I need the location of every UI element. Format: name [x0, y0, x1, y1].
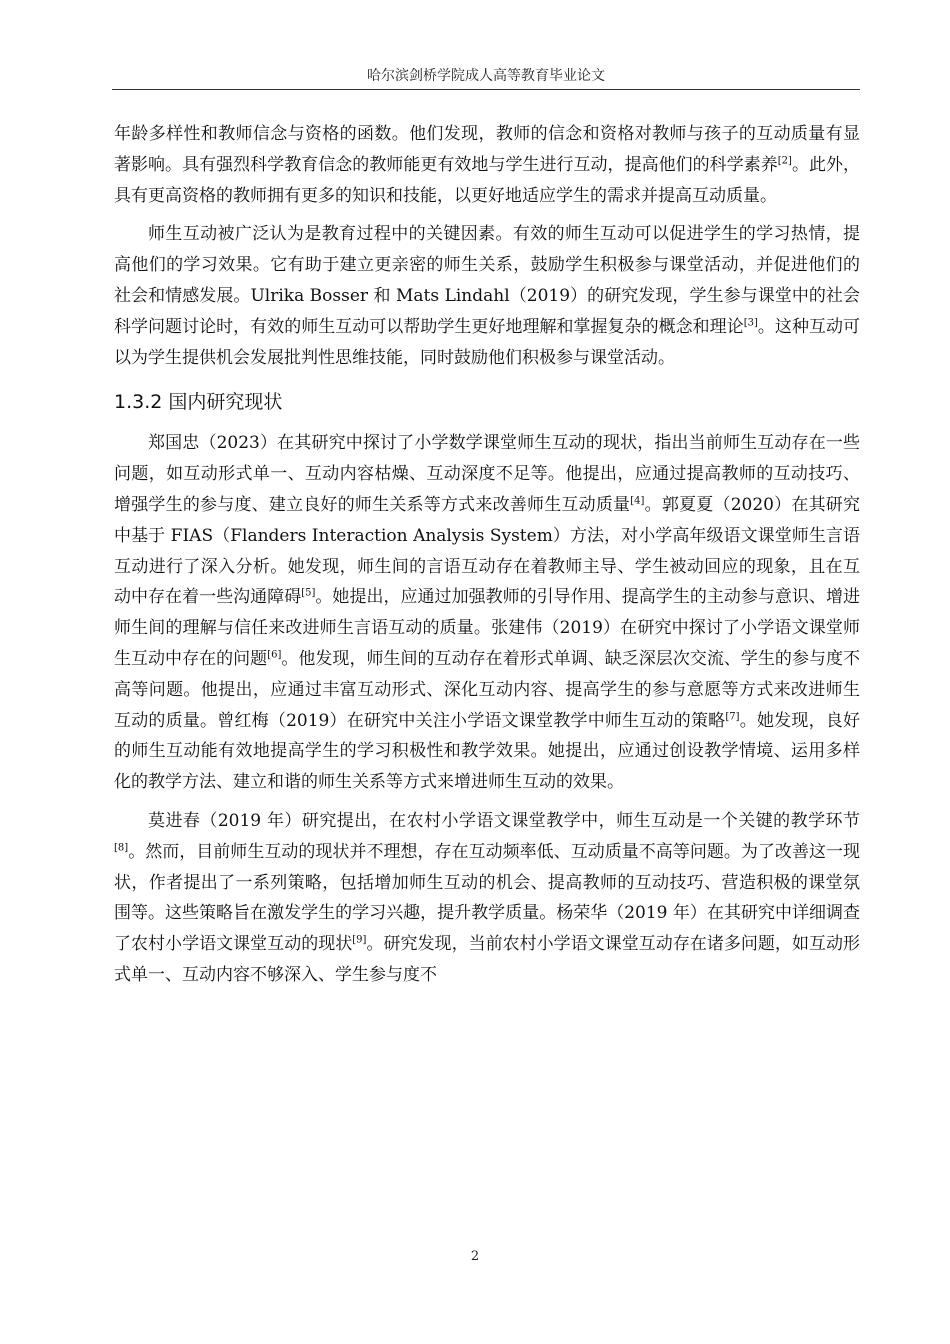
- paragraph-4: [114, 806, 860, 991]
- citation-2: [2]: [777, 155, 792, 167]
- citation-4: [4]: [630, 495, 645, 507]
- paragraph-3: [114, 428, 860, 798]
- page-body: [114, 119, 860, 991]
- citation-5: [5]: [301, 587, 316, 599]
- paragraph-1: [114, 119, 860, 211]
- running-header: 哈尔滨剑桥学院成人高等教育毕业论文: [367, 68, 605, 84]
- page-number: 2: [470, 1249, 480, 1264]
- paragraph-3-text-a: 郑国忠（2023）在其研究中探讨了小学数学课堂师生互动的现状，指出当前师生互动存在一些问题，如互动形式单一、互动内容枯燥、互动深度不足等。他提出，应通过提高教师的互动技巧、增强学生的参与度、建立良好的师生关系等方式来改善师生互动质量: [114, 433, 860, 515]
- paragraph-4-text-a: 莫进春（2019 年）研究提出，在农村小学语文课堂教学中，师生互动是一个关键的教学环节: [148, 810, 860, 831]
- section-heading: 1.3.2 国内研究现状: [114, 391, 283, 414]
- paragraph-4-text-c: 。研究发现，当前农村小学语文课堂互动存在诸多问题，如互动形式单一、互动内容不够深入、学生参与度不: [114, 934, 861, 985]
- paragraph-2: [114, 219, 860, 373]
- paragraph-1-text-a: 年龄多样性和教师信念与资格的函数。他们发现，教师的信念和资格对教师与孩子的互动质量有显著影响。具有强烈科学教育信念的教师能更有效地与学生进行互动，提高他们的科学素养: [114, 124, 860, 175]
- paragraph-3-text-d: 。他发现，师生间的互动存在着形式单调、缺乏深层次交流、学生的参与度不高等问题。他提出，应通过丰富互动形式、深化互动内容、提高学生的参与意愿等方式来改进师生互动的质量。曾红梅（2019）在研究中关注小学语文课堂教学中师生互动的策略: [114, 648, 861, 731]
- paragraph-2-text-b: 。这种互动可以为学生提供机会发展批判性思维技能，同时鼓励他们积极参与课堂活动。: [114, 316, 861, 368]
- header-divider: [112, 89, 860, 90]
- citation-3: [3]: [743, 317, 758, 329]
- paragraph-3-text-c: 。她提出，应通过加强教师的引导作用、提高学生的主动参与意识、增进师生间的理解与信任来改进师生言语互动的质量。张建伟（2019）在研究中探讨了小学语文课堂师生互动中存在的问题: [114, 587, 861, 669]
- paragraph-1-text-b: 。此外，具有更高资格的教师拥有更多的知识和技能，以更好地适应学生的需求并提高互动质量。: [114, 154, 860, 206]
- paragraph-4-text-b: 。然而，目前师生互动的现状并不理想，存在互动频率低、互动质量不高等问题。为了改善这一现状，作者提出了一系列策略，包括增加师生互动的机会、提高教师的互动技巧、营造积极的课堂氛围等。这些策略旨在激发学生的学习兴趣，提升教学质量。杨荣华（2019 年）在其研究中详细调查了农村小学语文课堂互动的现状: [114, 841, 860, 955]
- paragraph-3-text-b: 。郭夏夏（2020）在其研究中基于 FIAS（Flanders Interaction Analysis System）方法，对小学高年级语文课堂师生言语互动进行了深入分析。她发现，师生间的言语互动存在着教师主导、学生被动回应的现象，且在互动中存在着一些沟通障碍: [114, 494, 860, 608]
- citation-9: [9]: [352, 934, 367, 946]
- citation-7: [7]: [725, 710, 740, 722]
- citation-6: [6]: [267, 649, 282, 661]
- paragraph-2-text-a: 师生互动被广泛认为是教育过程中的关键因素。有效的师生互动可以促进学生的学习热情，提高他们的学习效果。它有助于建立更亲密的师生关系，鼓励学生积极参与课堂活动，并促进他们的社会和情感发展。Ulrika Bosser 和 Mats Lindahl（2019）的研究发现，学生参与课堂中的社会科学问题讨论时，有效的师生互动可以帮助学生更好地理解和掌握复杂的概念和理论: [114, 224, 860, 337]
- paragraph-3-text-e: 。她发现，良好的师生互动能有效地提高学生的学习积极性和教学效果。她提出，应通过创设教学情境、运用多样化的教学方法、建立和谐的师生关系等方式来增进师生互动的效果。: [114, 710, 861, 793]
- citation-8: [8]: [114, 842, 129, 854]
